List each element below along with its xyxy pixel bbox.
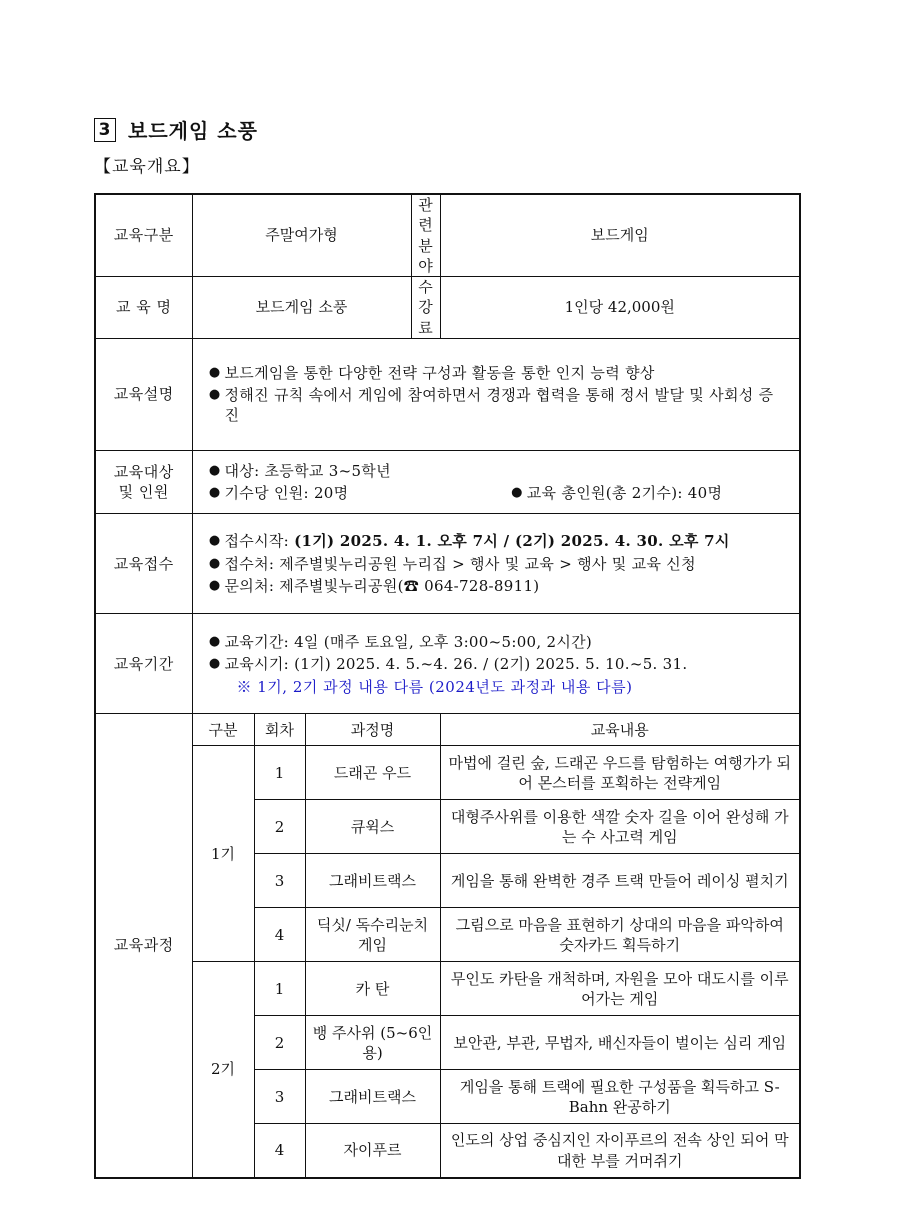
- course-group-2: 2기: [192, 962, 254, 1178]
- description-item: ● 정해진 규칙 속에서 게임에 참여하면서 경쟁과 협력을 통해 정서 발달 및 사회성 증진: [205, 385, 788, 426]
- course-round: 2: [254, 800, 305, 854]
- reception-item: ● 접수시작: (1기) 2025. 4. 1. 오후 7시 / (2기) 2025. 4. 30. 오후 7시: [205, 531, 788, 551]
- fee-value: 1인당 42,000원: [440, 277, 800, 339]
- table-row: [95, 746, 800, 800]
- name-value: 보드게임 소풍: [192, 277, 411, 339]
- course-content: 마법에 걸린 숲, 드래곤 우드를 탐험하는 여행가가 되어 몬스터를 포획하는 전략게임: [440, 746, 800, 800]
- period-content: [192, 614, 800, 714]
- row-name: [95, 277, 800, 339]
- course-round: 1: [254, 962, 305, 1016]
- row-reception: [95, 514, 800, 614]
- bullet-icon: ●: [208, 387, 221, 403]
- target-content: [192, 450, 800, 514]
- bullet-icon: ●: [511, 485, 523, 500]
- course-label: 교육과정: [95, 714, 192, 1178]
- course-content: 보안관, 부관, 무법자, 배신자들이 벌이는 심리 게임: [440, 1016, 800, 1070]
- course-round: 2: [254, 1016, 305, 1070]
- bullet-icon: ●: [208, 656, 221, 672]
- course-header-content: 교육내용: [440, 714, 800, 746]
- target-item: ● 기수당 인원: 20명 ● 교육 총인원(총 2기수): 40명: [205, 483, 788, 503]
- target-item: ● 대상: 초등학교 3~5학년: [205, 461, 788, 481]
- course-header-round: 회차: [254, 714, 305, 746]
- description-item: ● 보드게임을 통한 다양한 전략 구성과 활동을 통한 인지 능력 향상: [205, 363, 788, 383]
- section-number: 3: [94, 118, 116, 142]
- field-value: 보드게임: [440, 194, 800, 277]
- course-content: 인도의 상업 중심지인 자이푸르의 전속 상인 되어 막대한 부를 거머쥐기: [440, 1124, 800, 1178]
- course-round: 4: [254, 908, 305, 962]
- course-round: 3: [254, 1070, 305, 1124]
- education-overview-table: [94, 193, 801, 1179]
- field-label: 관련분야: [411, 194, 440, 277]
- period-note: ※ 1기, 2기 과정 내용 다름 (2024년도 과정과 내용 다름): [236, 678, 633, 697]
- course-content: 게임을 통해 완벽한 경주 트랙 만들어 레이싱 펼치기: [440, 854, 800, 908]
- bullet-icon: ●: [208, 533, 221, 549]
- category-label: 교육구분: [95, 194, 192, 277]
- course-content: 그림으로 마음을 표현하기 상대의 마음을 파악하여 숫자카드 획득하기: [440, 908, 800, 962]
- course-header-title: 과정명: [305, 714, 440, 746]
- course-title: 카 탄: [305, 962, 440, 1016]
- name-label: 교 육 명: [95, 277, 192, 339]
- period-label: 교육기간: [95, 614, 192, 714]
- section-subtitle: 【교육개요】: [94, 157, 200, 177]
- course-round: 1: [254, 746, 305, 800]
- course-round: 4: [254, 1124, 305, 1178]
- bullet-icon: ●: [208, 462, 221, 478]
- reception-item: ● 접수처: 제주별빛누리공원 누리집 > 행사 및 교육 > 행사 및 교육 신청: [205, 554, 788, 574]
- course-content: 대형주사위를 이용한 색깔 숫자 길을 이어 완성해 가는 수 사고력 게임: [440, 800, 800, 854]
- row-category: [95, 194, 800, 277]
- course-header-group: 구분: [192, 714, 254, 746]
- row-period: [95, 614, 800, 714]
- course-title: 그래비트랙스: [305, 854, 440, 908]
- bullet-icon: ●: [208, 577, 221, 593]
- section-title: 보드게임 소풍: [128, 119, 258, 143]
- course-title: 그래비트랙스: [305, 1070, 440, 1124]
- course-content: 무인도 카탄을 개척하며, 자원을 모아 대도시를 이루어가는 게임: [440, 962, 800, 1016]
- row-description: [95, 338, 800, 450]
- course-title: 자이푸르: [305, 1124, 440, 1178]
- course-title: 뱅 주사위 (5~6인용): [305, 1016, 440, 1070]
- period-item: ● 교육기간: 4일 (매주 토요일, 오후 3:00~5:00, 2시간): [205, 632, 788, 652]
- category-value: 주말여가형: [192, 194, 411, 277]
- bullet-icon: ●: [208, 364, 221, 380]
- description-content: [192, 338, 800, 450]
- fee-label: 수 강 료: [411, 277, 440, 339]
- course-title: 딕싯/ 독수리눈치 게임: [305, 908, 440, 962]
- reception-item: ● 문의처: 제주별빛누리공원(☎ 064-728-8911): [205, 576, 788, 596]
- bullet-icon: ●: [208, 555, 221, 571]
- reception-label: 교육접수: [95, 514, 192, 614]
- reception-content: [192, 514, 800, 614]
- course-round: 3: [254, 854, 305, 908]
- section-heading: [94, 115, 258, 144]
- period-item: ● 교육시기: (1기) 2025. 4. 5.~4. 26. / (2기) 2025. 5. 10.~5. 31.: [205, 654, 788, 674]
- row-target: [95, 450, 800, 514]
- bullet-icon: ●: [208, 633, 221, 649]
- course-title: 큐윅스: [305, 800, 440, 854]
- course-content: 게임을 통해 트랙에 필요한 구성품을 획득하고 S-Bahn 완공하기: [440, 1070, 800, 1124]
- course-title: 드래곤 우드: [305, 746, 440, 800]
- target-label: 교육대상 및 인원: [95, 450, 192, 514]
- table-row: [95, 962, 800, 1016]
- bullet-icon: ●: [208, 485, 221, 500]
- course-header-row: [95, 714, 800, 746]
- course-group-1: 1기: [192, 746, 254, 962]
- description-label: 교육설명: [95, 338, 192, 450]
